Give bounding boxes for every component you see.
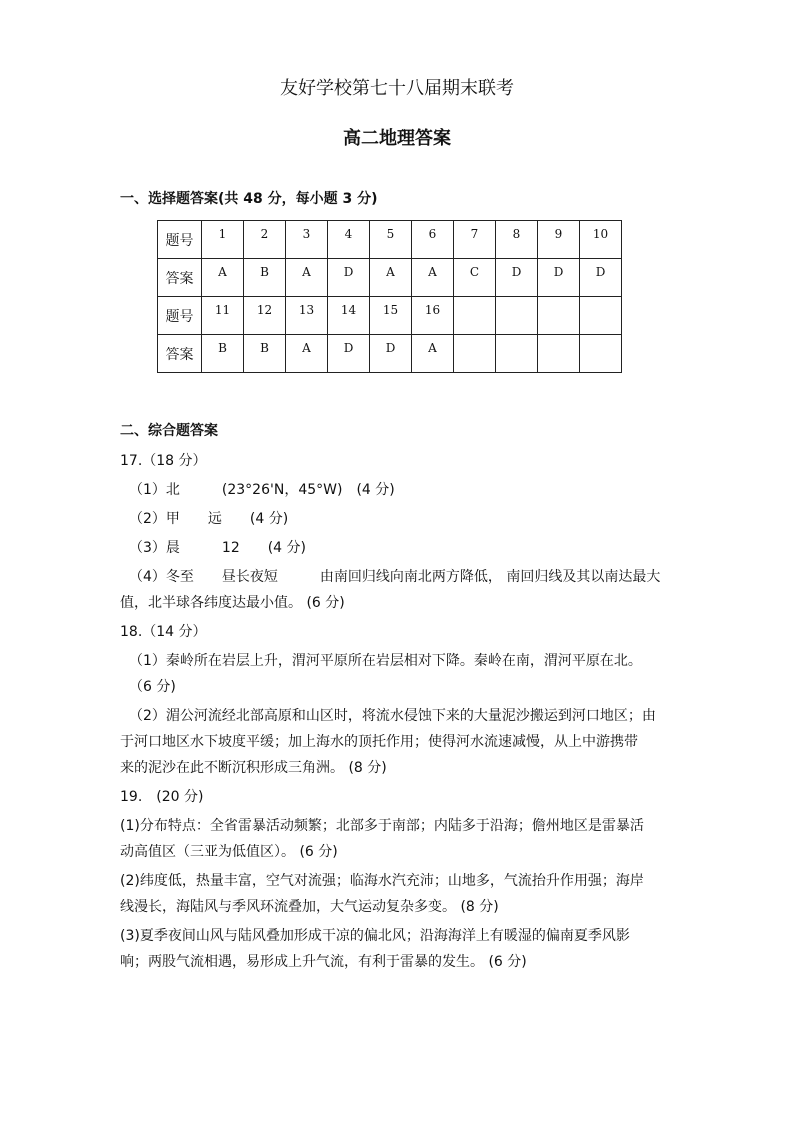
answer-cell: D xyxy=(496,259,538,297)
q19-part2-cont: 线漫长，海陆风与季风环流叠加，大气运动复杂多变。 (8 分) xyxy=(120,899,499,915)
answer-cell xyxy=(580,335,622,373)
answer-cell: B xyxy=(244,259,286,297)
q18-part2-cont1: 于河口地区水下坡度平缓；加上海水的顶托作用；使得河水流速减慢，从上中游携带 xyxy=(120,734,638,750)
question-number-cell xyxy=(496,297,538,335)
q19-header: 19. (20 分) xyxy=(120,789,204,805)
q18-part2: （2）湄公河流经北部高原和山区时，将流水侵蚀下来的大量泥沙搬运到河口地区；由 xyxy=(129,708,656,724)
question-number-cell: 10 xyxy=(580,221,622,259)
answer-cell: A xyxy=(370,259,412,297)
answer-row-label: 答案 xyxy=(158,259,202,297)
answer-cell: B xyxy=(202,335,244,373)
q18-part1-cont: （6 分) xyxy=(129,679,176,695)
question-number-row xyxy=(158,297,622,335)
answer-cell: D xyxy=(580,259,622,297)
q17-part2: （2）甲 远 (4 分) xyxy=(129,511,289,527)
question-number-cell: 4 xyxy=(328,221,370,259)
answer-cell: D xyxy=(328,259,370,297)
q19-part2: (2)纬度低，热量丰富，空气对流强；临海水汽充沛；山地多，气流抬升作用强；海岸 xyxy=(120,873,644,889)
question-number-cell: 14 xyxy=(328,297,370,335)
answer-cell: A xyxy=(412,259,454,297)
question-number-cell: 12 xyxy=(244,297,286,335)
question-number-cell xyxy=(538,297,580,335)
q19-part3: (3)夏季夜间山风与陆风叠加形成干凉的偏北风；沿海海洋上有暖湿的偏南夏季风影 xyxy=(120,928,630,944)
q18-part2-cont2: 来的泥沙在此不断沉积形成三角洲。 (8 分) xyxy=(120,760,387,776)
section2-title: 二、综合题答案 xyxy=(120,423,218,439)
question-number-cell: 13 xyxy=(286,297,328,335)
answer-cell xyxy=(454,335,496,373)
answer-cell: A xyxy=(202,259,244,297)
answer-cell xyxy=(496,335,538,373)
answer-row xyxy=(158,335,622,373)
answer-row-label: 答案 xyxy=(158,335,202,373)
question-number-cell: 8 xyxy=(496,221,538,259)
answer-cell: C xyxy=(454,259,496,297)
q17-part3: （3）晨 12 (4 分) xyxy=(129,540,307,556)
question-number-cell: 11 xyxy=(202,297,244,335)
question-number-cell: 9 xyxy=(538,221,580,259)
q19-part3-cont: 响；两股气流相遇，易形成上升气流，有利于雷暴的发生。 (6 分) xyxy=(120,954,527,970)
answer-cell: A xyxy=(286,335,328,373)
q17-part1: （1）北 (23°26'N，45°W) (4 分) xyxy=(129,482,395,498)
answer-table xyxy=(157,220,622,373)
question-number-cell: 3 xyxy=(286,221,328,259)
answer-cell: D xyxy=(538,259,580,297)
q18-header: 18.（14 分） xyxy=(120,624,207,640)
answer-cell: D xyxy=(328,335,370,373)
question-number-cell: 5 xyxy=(370,221,412,259)
question-number-cell xyxy=(580,297,622,335)
q17-header: 17.（18 分） xyxy=(120,453,207,469)
question-number-cell: 15 xyxy=(370,297,412,335)
answer-cell: D xyxy=(370,335,412,373)
q18-part1: （1）秦岭所在岩层上升，渭河平原所在岩层相对下降。秦岭在南，渭河平原在北。 xyxy=(129,653,642,669)
question-number-row-label: 题号 xyxy=(158,297,202,335)
q19-part1-cont: 动高值区（三亚为低值区）。 (6 分) xyxy=(120,844,338,860)
question-number-cell: 7 xyxy=(454,221,496,259)
question-number-row xyxy=(158,221,622,259)
question-number-cell xyxy=(454,297,496,335)
answer-row xyxy=(158,259,622,297)
question-number-cell: 6 xyxy=(412,221,454,259)
q17-part4-cont: 值，北半球各纬度达最小值。 (6 分) xyxy=(120,595,345,611)
answer-cell xyxy=(538,335,580,373)
question-number-cell: 2 xyxy=(244,221,286,259)
school-title: 友好学校第七十八届期末联考 xyxy=(280,78,514,99)
section1-title: 一、选择题答案(共 48 分，每小题 3 分) xyxy=(120,191,378,207)
q19-part1: (1)分布特点：全省雷暴活动频繁；北部多于南部；内陆多于沿海；儋州地区是雷暴活 xyxy=(120,818,644,834)
answer-cell: A xyxy=(286,259,328,297)
question-number-cell: 1 xyxy=(202,221,244,259)
answer-cell: A xyxy=(412,335,454,373)
q17-part4: （4）冬至 昼长夜短 由南回归线向南北两方降低， 南回归线及其以南达最大 xyxy=(129,569,661,585)
question-number-cell: 16 xyxy=(412,297,454,335)
question-number-row-label: 题号 xyxy=(158,221,202,259)
answer-cell: B xyxy=(244,335,286,373)
exam-subject-title: 高二地理答案 xyxy=(343,128,451,149)
